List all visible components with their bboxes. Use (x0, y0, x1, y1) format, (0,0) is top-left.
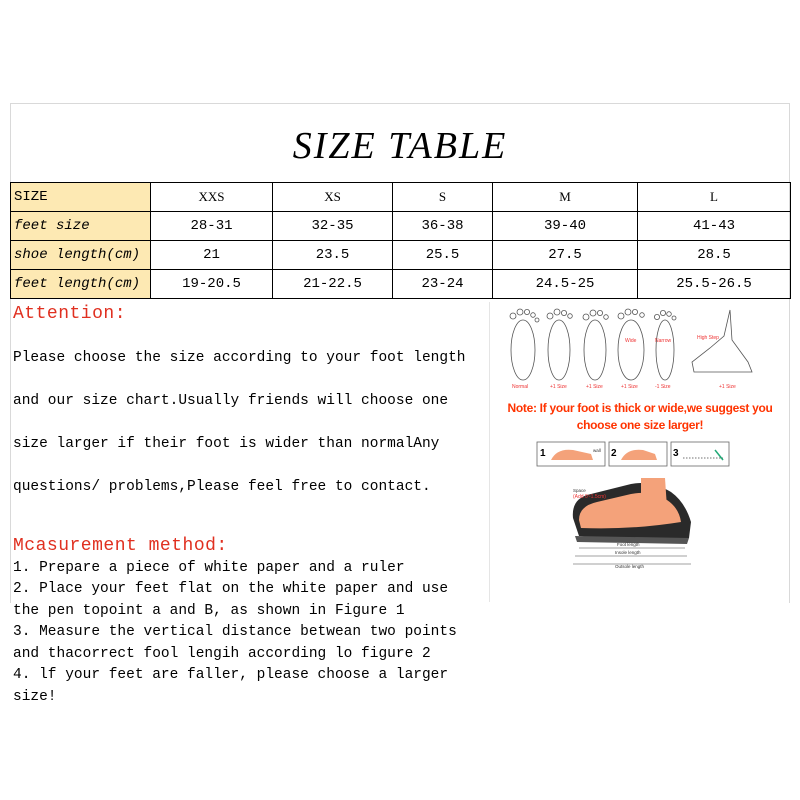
attention-heading: Attention: (13, 304, 127, 324)
footprint-icon (654, 310, 676, 380)
table-cell: 21-22.5 (273, 270, 393, 299)
foot-length-label: Foot length (617, 542, 640, 547)
measurement-line: 4. lf your feet are faller, please choose a larger (13, 667, 449, 683)
row-header: feet length(cm) (11, 270, 151, 299)
measure-steps (537, 442, 729, 466)
note-line: choose one size larger! (576, 418, 704, 432)
outsole-length-label: Outsole length (615, 564, 645, 569)
wall-label: wall (593, 448, 601, 453)
table-cell: 19-20.5 (151, 270, 273, 299)
foot-label: Normal (512, 384, 529, 390)
foot-label: +1 Size (586, 384, 603, 390)
foot-label: +1 Size (719, 384, 736, 390)
attention-line: questions/ problems,Please feel free to contact. (13, 478, 431, 495)
table-cell: 24.5-25 (493, 270, 638, 299)
measurement-line: 3. Measure the vertical distance betwean two points (13, 624, 457, 640)
foot-tag-label: Narrow (655, 338, 672, 344)
space-value: (Add 0~1.5cm) (573, 494, 606, 500)
table-cell: 41-43 (638, 212, 791, 241)
table-row (11, 241, 791, 270)
foot-label: -1 Size (655, 384, 671, 390)
measurement-line: 1. Prepare a piece of white paper and a ruler (13, 559, 405, 576)
space-label: Space (573, 488, 586, 493)
table-row (11, 212, 791, 241)
shoe-cross-section (573, 478, 691, 544)
attention-line: size larger if their foot is wider than normalAny (13, 435, 440, 452)
table-cell: XS (273, 183, 393, 212)
instructions-column (10, 302, 490, 705)
table-cell: M (493, 183, 638, 212)
table-row (11, 270, 791, 299)
table-cell: 36-38 (393, 212, 493, 241)
table-cell: 27.5 (493, 241, 638, 270)
footprint-icon (583, 310, 608, 380)
row-header: shoe length(cm) (11, 241, 151, 270)
attention-line: and our size chart.Usually friends will choose one (13, 392, 449, 409)
step-number: 2 (611, 448, 617, 459)
footprint-icon (618, 309, 644, 380)
note-line: Note: If your foot is thick or wide,we suggest you (507, 401, 773, 415)
measurement-line: and thacorrect fool lengih according lo figure 2 (13, 645, 431, 662)
attention-line: Please choose the size according to your foot length (13, 349, 466, 366)
table-cell: 23.5 (273, 241, 393, 270)
foot-tag-label: Wide (625, 338, 637, 344)
table-row (11, 183, 791, 212)
size-table (10, 182, 791, 299)
table-cell: S (393, 183, 493, 212)
size-advice-note (495, 400, 785, 434)
step-number: 3 (673, 448, 679, 459)
measurement-line: size! (13, 688, 57, 705)
measurement-line: 2. Place your feet flat on the white paper and use (13, 581, 449, 597)
table-cell: 25.5-26.5 (638, 270, 791, 299)
row-header: feet size (11, 212, 151, 241)
table-cell: 32-35 (273, 212, 393, 241)
page-title: SIZE TABLE (292, 125, 508, 167)
table-cell: L (638, 183, 791, 212)
table-cell: 28-31 (151, 212, 273, 241)
table-cell: 28.5 (638, 241, 791, 270)
footprint-icon (547, 309, 572, 380)
table-cell: 39-40 (493, 212, 638, 241)
measurement-heading: Mcasurement method: (13, 535, 228, 556)
high-step-foot-icon (692, 310, 752, 372)
measurement-line: the pen topoint a and B, as shown in Figure 1 (13, 602, 405, 619)
attention-text (13, 326, 489, 520)
table-cell: 23-24 (393, 270, 493, 299)
foot-figure (495, 302, 790, 602)
row-header: SIZE (11, 183, 151, 212)
footprint-icons (510, 309, 752, 380)
insole-length-label: Insole length (615, 550, 641, 555)
foot-illustration (495, 302, 790, 602)
foot-label: +1 Size (621, 384, 638, 390)
footprint-icon (510, 309, 539, 380)
foot-label: +1 Size (550, 384, 567, 390)
table-cell: XXS (151, 183, 273, 212)
table-cell: 25.5 (393, 241, 493, 270)
foot-tag-label: High Step (697, 335, 719, 341)
step-number: 1 (540, 448, 546, 459)
table-cell: 21 (151, 241, 273, 270)
